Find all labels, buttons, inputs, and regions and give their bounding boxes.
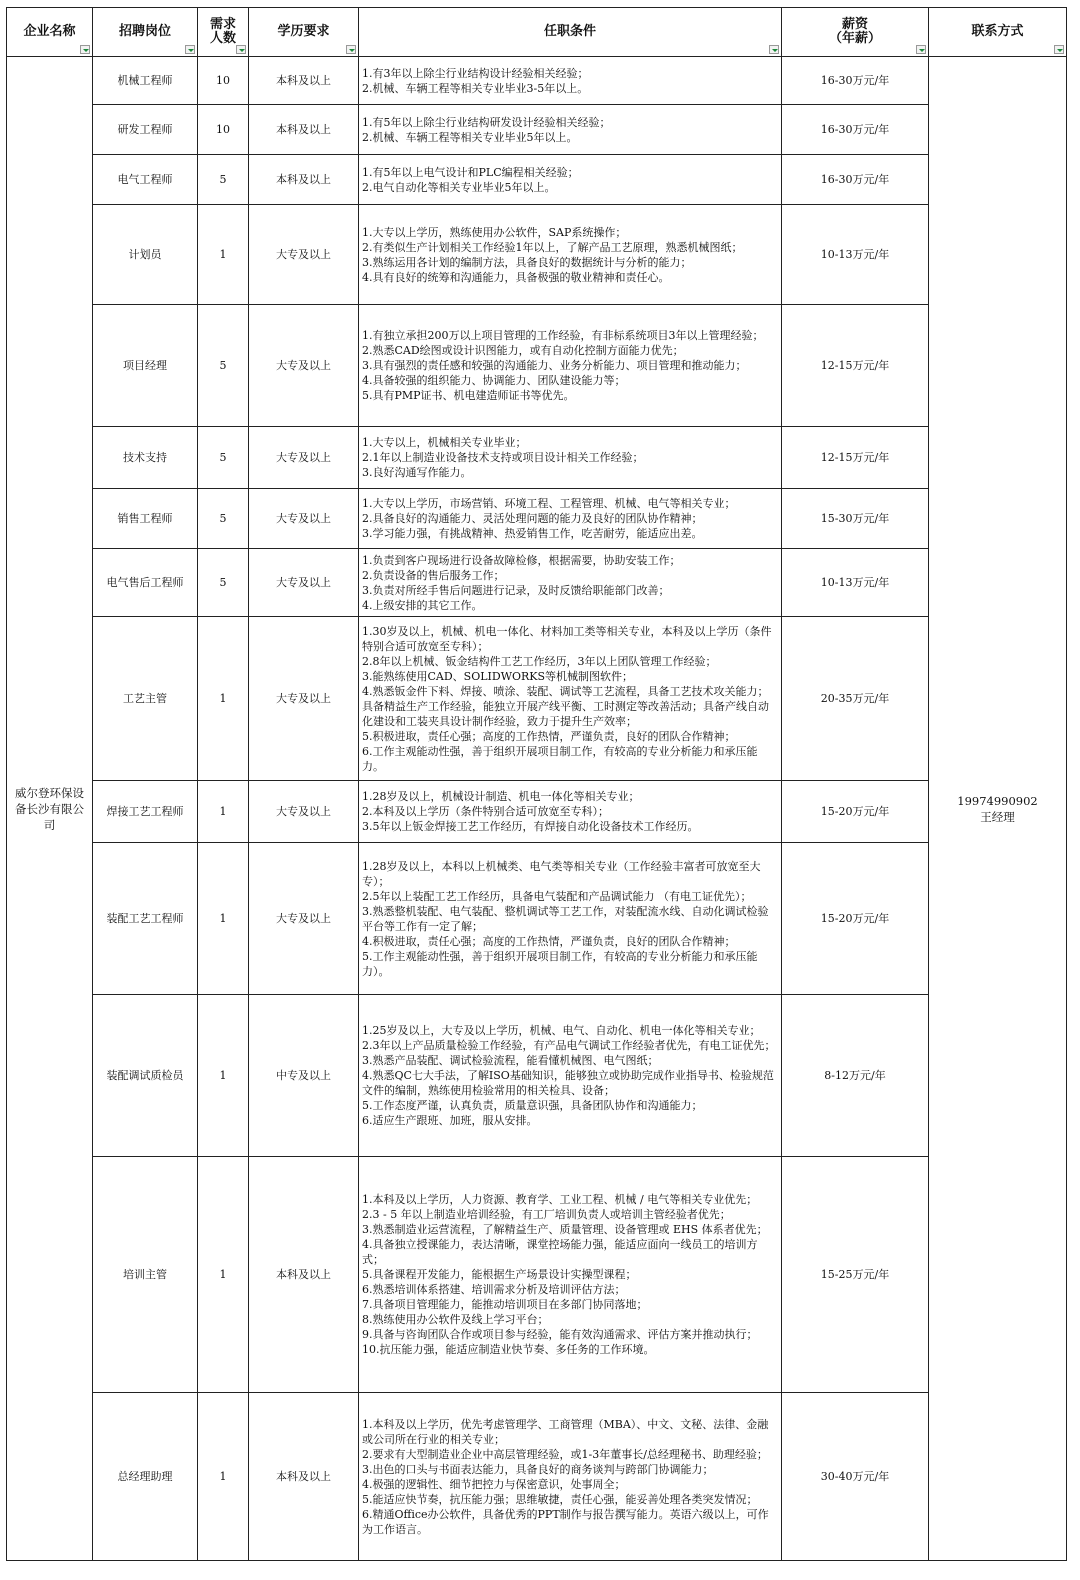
headcount-cell[interactable]: 1 [198, 1393, 249, 1561]
education-cell[interactable]: 本科及以上 [249, 1157, 359, 1393]
requirement-line: 1.28岁及以上，机械设计制造、机电一体化等相关专业； [362, 790, 640, 803]
requirements-cell[interactable] [359, 781, 782, 843]
position-cell[interactable]: 电气工程师 [93, 155, 198, 205]
requirement-line: 4.具备独立授课能力，表达清晰，课堂控场能力强，能适应面向一线员工的培训方式； [362, 1238, 758, 1266]
requirement-line: 1.有3年以上除尘行业结构设计经验相关经验； [362, 66, 589, 80]
requirement-line: 1.大专以上学历，市场营销、环境工程、工程管理、机械、电气等相关专业； [362, 497, 736, 510]
requirements-cell[interactable] [359, 305, 782, 427]
headcount-cell[interactable]: 1 [198, 205, 249, 305]
requirement-line: 5.工作主观能动性强，善于组织开展项目制工作，有较高的专业分析能力和承压能力）。 [362, 949, 758, 978]
requirement-line: 4.具有良好的统筹和沟通能力，具备极强的敬业精神和责任心。 [362, 270, 670, 284]
filter-dropdown-icon[interactable] [346, 45, 356, 54]
salary-cell[interactable]: 15-20万元/年 [782, 843, 929, 995]
requirement-line: 2.本科及以上学历（条件特别合适可放宽至专科）； [362, 805, 609, 818]
header-contact: 联系方式 [929, 8, 1067, 57]
education-cell[interactable]: 大专及以上 [249, 549, 359, 617]
requirement-line: 2.1年以上制造业设备技术支持或项目设计相关工作经验； [362, 451, 644, 464]
position-cell[interactable]: 研发工程师 [93, 105, 198, 155]
salary-cell[interactable]: 12-15万元/年 [782, 305, 929, 427]
table-row [7, 57, 1067, 105]
requirement-line: 7.具备项目管理能力，能推动培训项目在多部门协同落地； [362, 1298, 648, 1311]
table-row [7, 1157, 1067, 1393]
header-row [7, 8, 1067, 57]
education-cell[interactable]: 大专及以上 [249, 617, 359, 781]
position-cell[interactable]: 技术支持 [93, 427, 198, 489]
requirement-line: 6.工作主观能动性强，善于组织开展项目制工作，有较高的专业分析能力和承压能力。 [362, 744, 758, 773]
requirement-line: 5.能适应快节奏，抗压能力强；思维敏捷，责任心强，能妥善处理各类突发情况； [362, 1492, 758, 1506]
education-cell[interactable]: 大专及以上 [249, 489, 359, 549]
salary-cell[interactable]: 15-25万元/年 [782, 1157, 929, 1393]
education-cell[interactable]: 中专及以上 [249, 995, 359, 1157]
requirement-line: 2.3年以上产品质量检验工作经验，有产品电气调试工作经验者优先，有电工证优先； [362, 1039, 776, 1052]
education-cell[interactable]: 大专及以上 [249, 305, 359, 427]
headcount-cell[interactable]: 5 [198, 549, 249, 617]
requirement-line: 4.熟悉QC七大手法，了解ISO基础知识，能够独立或协助完成作业指导书、检验规范文件的编制，熟练使用检验常用的相关检具、设备； [362, 1069, 774, 1097]
requirement-line: 3.出色的口头与书面表达能力，具备良好的商务谈判与跨部门协调能力； [362, 1462, 714, 1476]
requirement-line: 4.具备较强的组织能力、协调能力、团队建设能力等； [362, 374, 626, 387]
requirement-line: 1.28岁及以上，本科以上机械类、电气类等相关专业（工作经验丰富者可放宽至大专）； [362, 859, 761, 888]
table-row [7, 549, 1067, 617]
headcount-cell[interactable]: 1 [198, 1157, 249, 1393]
requirement-line: 4.积极进取，责任心强；高度的工作热情，严谨负责，良好的团队合作精神； [362, 934, 736, 948]
header-salary: 薪资 （年薪） [782, 8, 929, 57]
requirement-line: 1.有5年以上电气设计和PLC编程相关经验； [362, 165, 579, 179]
requirement-line: 3.学习能力强，有挑战精神、热爱销售工作，吃苦耐劳，能适应出差。 [362, 527, 703, 540]
requirement-line: 2.负责设备的售后服务工作； [362, 568, 505, 582]
requirement-line: 2.有类似生产计划相关工作经验1年以上，了解产品工艺原理，熟悉机械图纸； [362, 240, 743, 254]
salary-cell[interactable]: 10-13万元/年 [782, 205, 929, 305]
header-count: 需求 人数 [198, 8, 249, 57]
salary-cell[interactable]: 10-13万元/年 [782, 549, 929, 617]
requirements-cell[interactable] [359, 995, 782, 1157]
requirement-line: 3.熟悉产品装配、调试检验流程，能看懂机械图、电气图纸； [362, 1054, 659, 1067]
requirement-line: 4.上级安排的其它工作。 [362, 598, 483, 612]
header-position: 招聘岗位 [93, 8, 198, 57]
education-cell[interactable]: 本科及以上 [249, 1393, 359, 1561]
education-cell[interactable]: 大专及以上 [249, 427, 359, 489]
requirement-line: 3.熟悉制造业运营流程，了解精益生产、质量管理、设备管理或 EHS 体系者优先； [362, 1223, 768, 1236]
headcount-cell[interactable]: 10 [198, 57, 249, 105]
requirement-line: 8.熟练使用办公软件及线上学习平台； [362, 1313, 549, 1326]
contact-phone: 19974990902 [957, 793, 1038, 808]
requirements-cell[interactable] [359, 105, 782, 155]
requirement-line: 1.25岁及以上，大专及以上学历，机械、电气、自动化、机电一体化等相关专业； [362, 1024, 761, 1037]
position-cell[interactable]: 总经理助理 [93, 1393, 198, 1561]
requirement-line: 3.负责对所经手售后问题进行记录，及时反馈给职能部门改善； [362, 583, 670, 597]
requirements-cell[interactable] [359, 843, 782, 995]
position-cell[interactable]: 计划员 [93, 205, 198, 305]
filter-dropdown-icon[interactable] [916, 45, 926, 54]
requirement-line: 3.能熟练使用CAD、SOLIDWORKS等机械制图软件； [362, 669, 634, 683]
headcount-cell[interactable]: 5 [198, 427, 249, 489]
headcount-cell[interactable]: 1 [198, 617, 249, 781]
salary-cell[interactable]: 16-30万元/年 [782, 57, 929, 105]
education-cell[interactable]: 本科及以上 [249, 57, 359, 105]
table-row [7, 489, 1067, 549]
position-cell[interactable]: 工艺主管 [93, 617, 198, 781]
requirement-line: 4.极强的逻辑性、细节把控力与保密意识，处事周全； [362, 1477, 626, 1491]
position-cell[interactable]: 培训主管 [93, 1157, 198, 1393]
requirement-line: 9.具备与咨询团队合作或项目参与经验，能有效沟通需求、评估方案并推动执行； [362, 1328, 758, 1341]
header-company: 企业名称 [7, 8, 93, 57]
filter-dropdown-icon[interactable] [1054, 45, 1064, 54]
headcount-cell[interactable]: 5 [198, 155, 249, 205]
requirement-line: 5.积极进取，责任心强；高度的工作热情，严谨负责，良好的团队合作精神； [362, 729, 736, 743]
salary-cell[interactable]: 12-15万元/年 [782, 427, 929, 489]
requirement-line: 2.8年以上机械、钣金结构件工艺工作经历，3年以上团队管理工作经验； [362, 654, 717, 668]
requirement-line: 3.熟悉整机装配、电气装配、整机调试等工艺工作，对装配流水线、自动化调试检验平台等工作有一定了解； [362, 904, 769, 933]
requirement-line: 2.电气自动化等相关专业毕业5年以上。 [362, 180, 556, 194]
salary-cell[interactable]: 16-30万元/年 [782, 155, 929, 205]
education-cell[interactable]: 本科及以上 [249, 155, 359, 205]
table-row [7, 155, 1067, 205]
requirement-line: 1.30岁及以上，机械、机电一体化、材料加工类等相关专业，本科及以上学历（条件特别合适可放宽至专科）； [362, 624, 772, 653]
table-row [7, 105, 1067, 155]
position-cell[interactable]: 销售工程师 [93, 489, 198, 549]
requirement-line: 1.有5年以上除尘行业结构研发设计经验相关经验； [362, 115, 611, 129]
requirements-cell[interactable] [359, 1393, 782, 1561]
requirement-line: 2.3 - 5 年以上制造业培训经验，有工厂培训负责人或培训主管经验者优先； [362, 1208, 731, 1221]
position-cell[interactable]: 机械工程师 [93, 57, 198, 105]
headcount-cell[interactable]: 1 [198, 843, 249, 995]
requirements-cell[interactable] [359, 427, 782, 489]
requirement-line: 10.抗压能力强，能适应制造业快节奏、多任务的工作环境。 [362, 1343, 655, 1356]
requirement-line: 4.熟悉钣金件下料、焊接、喷涂、装配、调试等工艺流程，具备工艺技术攻关能力；具备精益生产工作经验，能独立开展产线平衡、工时测定等改善活动；具备产线自动化建设和工装夹具设计制作经验，致力于提升生产效率； [362, 684, 769, 728]
salary-cell[interactable]: 15-30万元/年 [782, 489, 929, 549]
table-row [7, 305, 1067, 427]
filter-dropdown-icon[interactable] [80, 45, 90, 54]
table-row [7, 781, 1067, 843]
position-cell[interactable]: 项目经理 [93, 305, 198, 427]
table-row [7, 427, 1067, 489]
requirements-cell[interactable] [359, 1157, 782, 1393]
contact-person: 王经理 [980, 809, 1015, 824]
headcount-cell[interactable]: 5 [198, 489, 249, 549]
requirement-line: 3.具有强烈的责任感和较强的沟通能力、业务分析能力、项目管理和推动能力； [362, 359, 747, 372]
requirement-line: 5.具有PMP证书、机电建造师证书等优先。 [362, 389, 575, 402]
table-row [7, 1393, 1067, 1561]
salary-cell[interactable]: 8-12万元/年 [782, 995, 929, 1157]
company-name-cell[interactable]: 威尔登环保设备长沙有限公司 [7, 57, 93, 1561]
requirements-cell[interactable] [359, 489, 782, 549]
header-education: 学历要求 [249, 8, 359, 57]
requirement-line: 3.5年以上钣金焊接工艺工作经历，有焊接自动化设备技术工作经历。 [362, 820, 699, 833]
recruitment-table [6, 7, 1067, 1561]
education-cell[interactable]: 大专及以上 [249, 843, 359, 995]
education-cell[interactable]: 大专及以上 [249, 781, 359, 843]
requirement-line: 3.熟练运用各计划的编制方法，具备良好的数据统计与分析的能力； [362, 255, 692, 269]
requirement-line: 3.良好沟通写作能力。 [362, 466, 472, 479]
position-cell[interactable]: 焊接工艺工程师 [93, 781, 198, 843]
headcount-cell[interactable]: 10 [198, 105, 249, 155]
filter-dropdown-icon[interactable] [185, 45, 195, 54]
requirement-line: 2.要求有大型制造业企业中高层管理经验，或1-3年董事长/总经理秘书、助理经验； [362, 1447, 768, 1461]
education-cell[interactable]: 大专及以上 [249, 205, 359, 305]
requirements-cell[interactable] [359, 205, 782, 305]
requirement-line: 2.5年以上装配工艺工作经历，具备电气装配和产品调试能力 （有电工证优先）； [362, 889, 752, 903]
education-cell[interactable]: 本科及以上 [249, 105, 359, 155]
requirement-line: 2.机械、车辆工程等相关专业毕业3-5年以上。 [362, 81, 589, 95]
recruitment-sheet [6, 7, 1066, 1561]
table-row [7, 617, 1067, 781]
position-cell[interactable]: 装配工艺工程师 [93, 843, 198, 995]
requirement-line: 2.熟悉CAD绘图或设计识图能力，或有自动化控制方面能力优先； [362, 344, 684, 357]
requirement-line: 1.大专以上，机械相关专业毕业； [362, 436, 527, 449]
requirement-line: 5.工作态度严谨，认真负责，质量意识强，具备团队协作和沟通能力； [362, 1099, 703, 1112]
requirements-cell[interactable] [359, 155, 782, 205]
salary-cell[interactable]: 15-20万元/年 [782, 781, 929, 843]
requirement-line: 1.本科及以上学历，优先考虑管理学、工商管理（MBA）、中文、文秘、法律、金融或公司所在行业的相关专业； [362, 1417, 769, 1446]
table-row [7, 995, 1067, 1157]
requirement-line: 2.机械、车辆工程等相关专业毕业5年以上。 [362, 130, 578, 144]
requirement-line: 1.有独立承担200万以上项目管理的工作经验，有非标系统项目3年以上管理经验； [362, 329, 764, 342]
table-row [7, 843, 1067, 995]
filter-dropdown-icon[interactable] [769, 45, 779, 54]
requirement-line: 1.负责到客户现场进行设备故障检修，根据需要，协助安装工作； [362, 553, 681, 567]
requirements-cell[interactable] [359, 549, 782, 617]
table-row [7, 205, 1067, 305]
contact-cell[interactable] [929, 57, 1067, 1561]
requirements-cell[interactable] [359, 57, 782, 105]
salary-cell[interactable]: 16-30万元/年 [782, 105, 929, 155]
requirement-line: 1.大专以上学历，熟练使用办公软件，SAP系统操作； [362, 225, 627, 239]
headcount-cell[interactable]: 1 [198, 781, 249, 843]
filter-dropdown-icon[interactable] [236, 45, 246, 54]
headcount-cell[interactable]: 5 [198, 305, 249, 427]
requirements-cell[interactable] [359, 617, 782, 781]
requirement-line: 6.适应生产跟班、加班，服从安排。 [362, 1114, 538, 1127]
requirement-line: 6.精通Office办公软件，具备优秀的PPT制作与报告撰写能力。英语六级以上，可作为工作语言。 [362, 1507, 769, 1536]
requirement-line: 1.本科及以上学历，人力资源、教育学、工业工程、机械 / 电气等相关专业优先； [362, 1193, 758, 1206]
salary-cell[interactable]: 30-40万元/年 [782, 1393, 929, 1561]
salary-cell[interactable]: 20-35万元/年 [782, 617, 929, 781]
headcount-cell[interactable]: 1 [198, 995, 249, 1157]
header-requirements: 任职条件 [359, 8, 782, 57]
requirement-line: 6.熟悉培训体系搭建、培训需求分析及培训评估方法； [362, 1283, 626, 1296]
position-cell[interactable]: 电气售后工程师 [93, 549, 198, 617]
position-cell[interactable]: 装配调试质检员 [93, 995, 198, 1157]
requirement-line: 5.具备课程开发能力，能根据生产场景设计实操型课程； [362, 1268, 637, 1281]
requirement-line: 2.具备良好的沟通能力、灵活处理问题的能力及良好的团队协作精神； [362, 512, 703, 525]
